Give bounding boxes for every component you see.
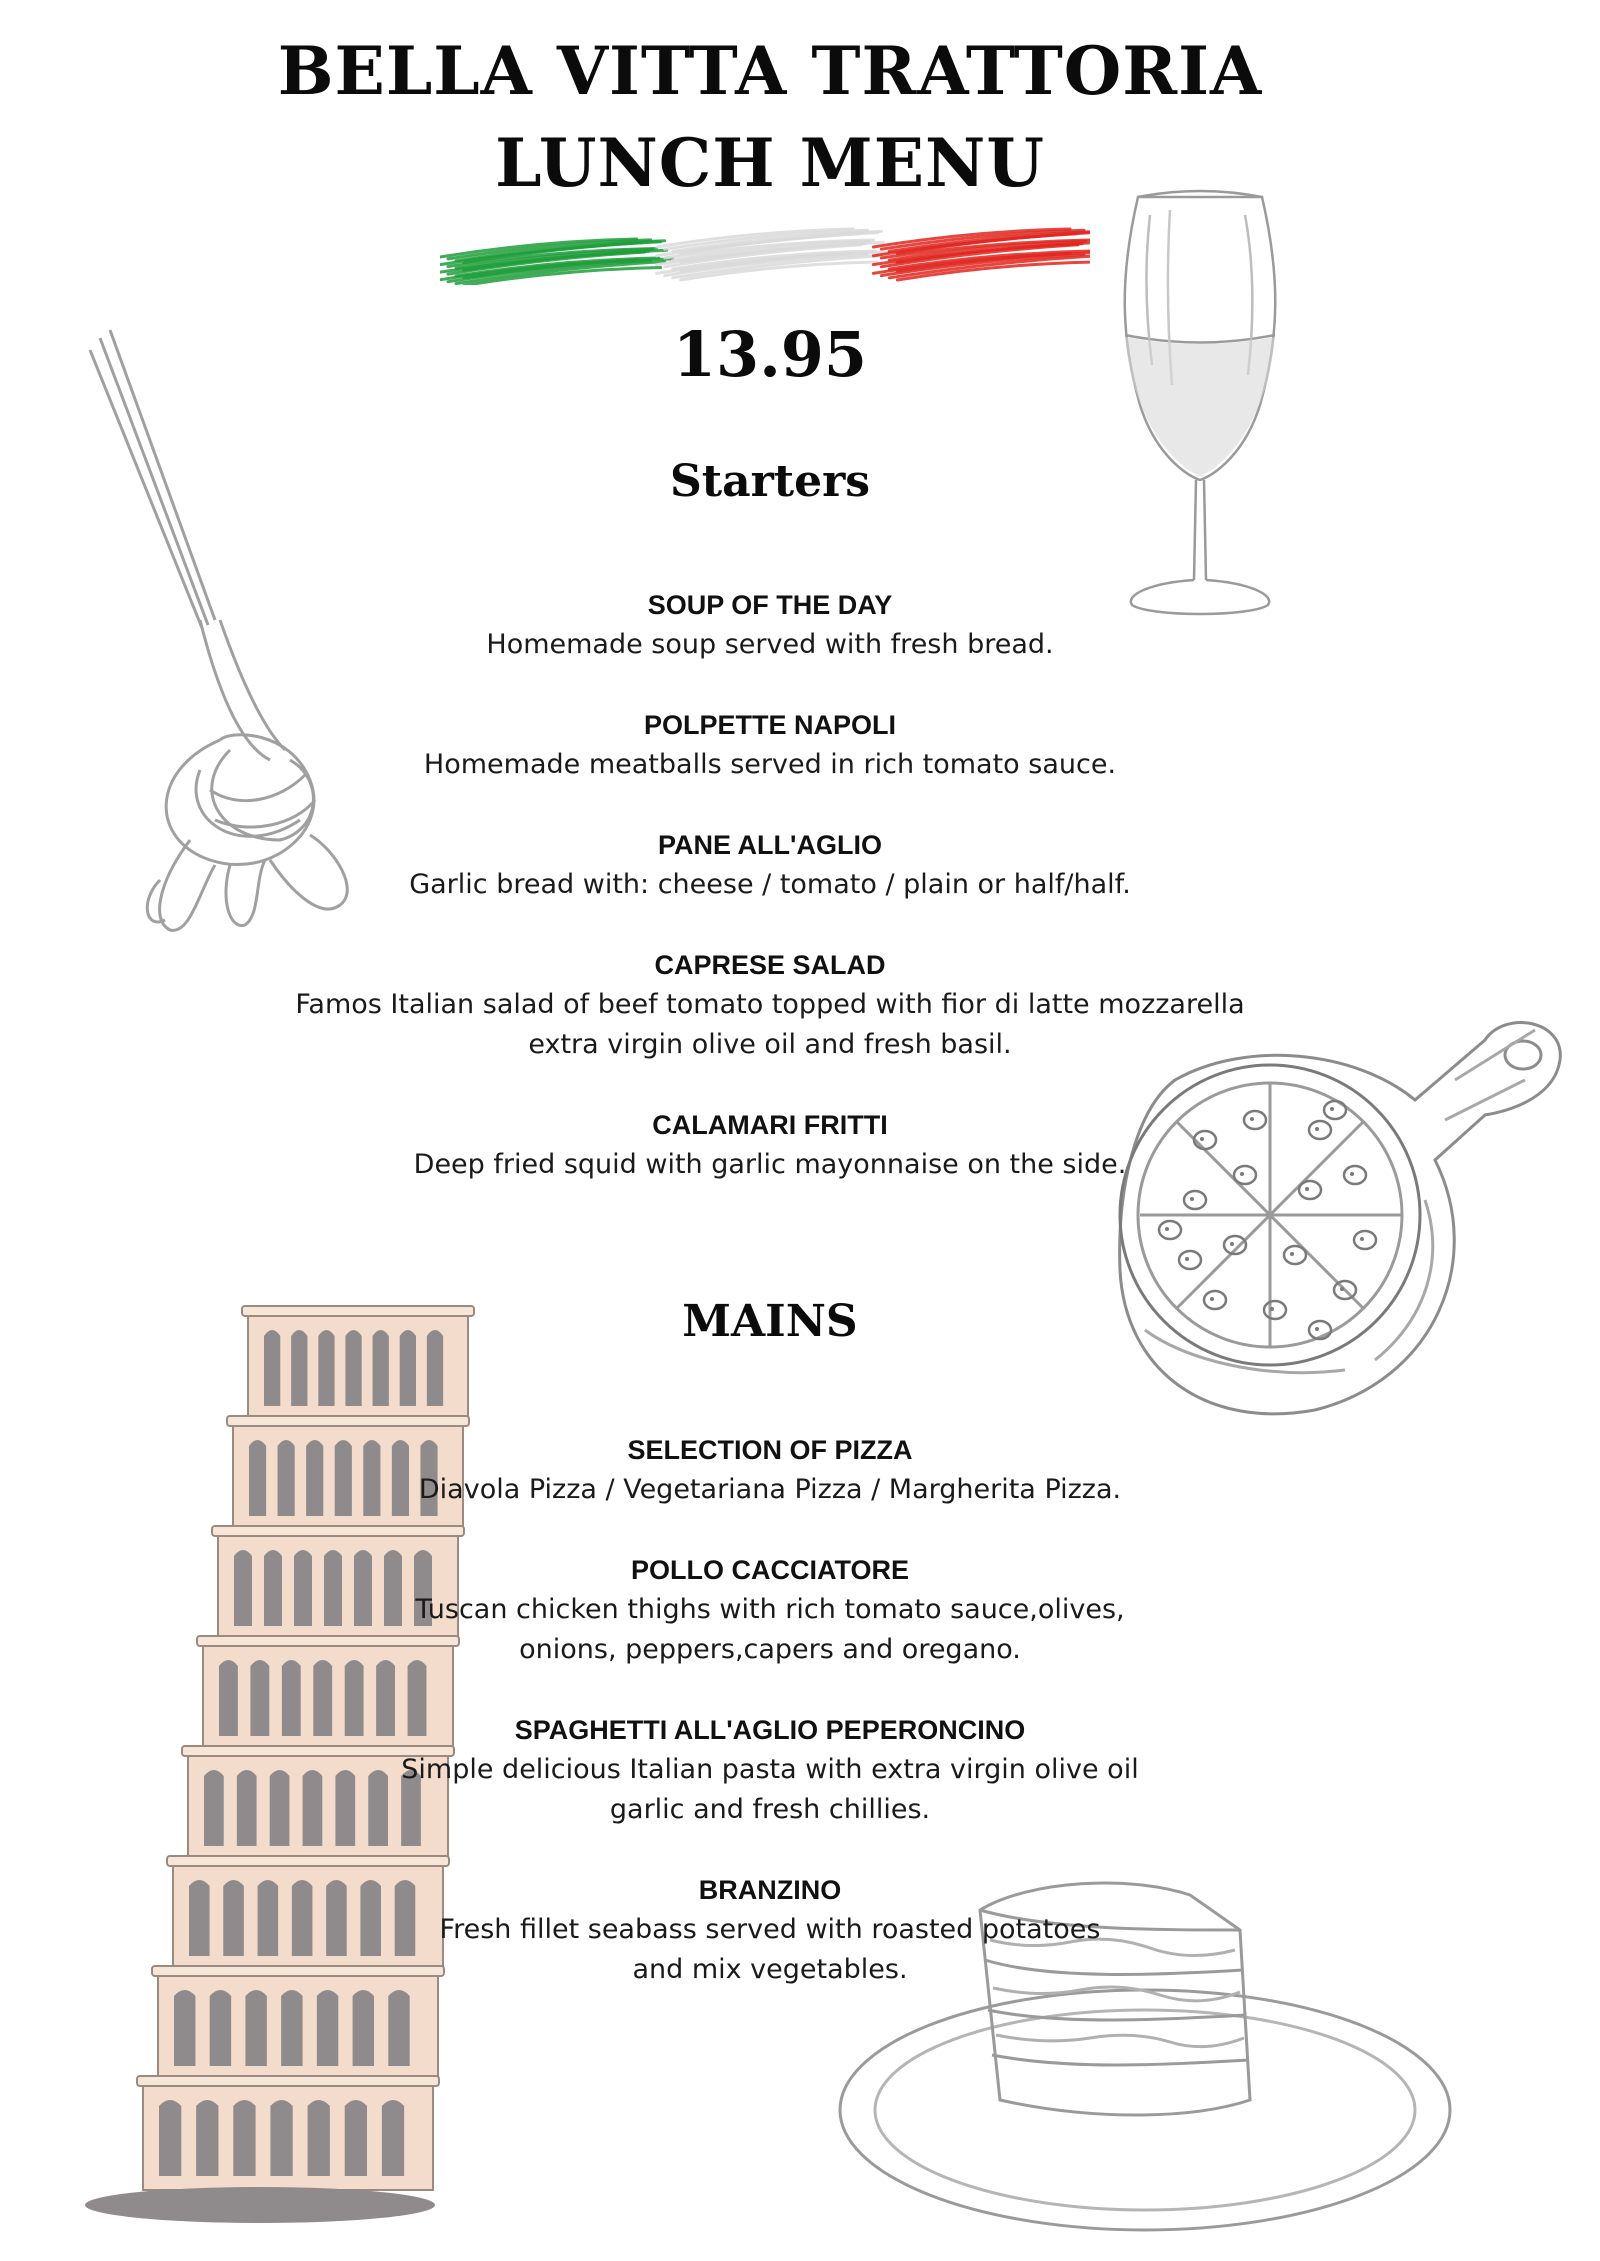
menu-price: 13.95 [672,318,868,391]
starters-heading: Starters [669,456,871,507]
menu-item [0,1105,1540,1185]
item-description: Famos Italian salad of beef tomato topped with fior di latte mozzarella [295,989,1245,1020]
item-name: SPAGHETTI ALL'AGLIO PEPERONCINO [514,1715,1026,1745]
item-name: POLLO CACCIATORE [630,1555,909,1585]
menu-item [0,705,1540,785]
item-name: BRANZINO [698,1875,842,1905]
item-description: Homemade soup served with fresh bread. [486,629,1054,660]
menu-item [0,1870,1540,1990]
item-name: CALAMARI FRITTI [652,1110,888,1140]
menu-title: LUNCH MENU [495,124,1045,202]
item-name: POLPETTE NAPOLI [643,710,897,740]
item-name: CAPRESE SALAD [654,950,886,980]
item-name: PANE ALL'AGLIO [658,830,882,860]
menu-item [0,825,1540,905]
flag-brush-stroke [440,215,1090,285]
item-name: SOUP OF THE DAY [647,590,893,620]
item-description: Fresh fillet seabass served with roasted potatoes [439,1914,1101,1945]
wine-glass-sketch [1110,185,1290,625]
item-description: and mix vegetables. [632,1954,908,1985]
menu-item [0,1550,1540,1670]
menu-item [0,1430,1540,1510]
menu-item [0,585,1540,665]
item-description: Simple delicious Italian pasta with extra virgin olive oil [401,1754,1139,1785]
menu-item [0,1710,1540,1830]
menu-item [0,945,1540,1065]
item-description: extra virgin olive oil and fresh basil. [528,1029,1012,1060]
item-description: Deep fried squid with garlic mayonnaise on the side. [413,1149,1127,1180]
item-name: SELECTION OF PIZZA [627,1435,913,1465]
item-description: Tuscan chicken thighs with rich tomato sauce,olives, [415,1594,1125,1625]
item-description: onions, peppers,capers and oregano. [519,1634,1021,1665]
item-description: garlic and fresh chillies. [609,1794,931,1825]
item-description: Diavola Pizza / Vegetariana Pizza / Margherita Pizza. [418,1474,1122,1505]
restaurant-name: BELLA VITTA TRATTORIA [277,32,1263,110]
pizza-board-sketch [1105,1000,1565,1440]
mains-heading: MAINS [682,1296,858,1347]
item-description: Homemade meatballs served in rich tomato sauce. [423,749,1117,780]
item-description: Garlic bread with: cheese / tomato / plain or half/half. [409,869,1131,900]
